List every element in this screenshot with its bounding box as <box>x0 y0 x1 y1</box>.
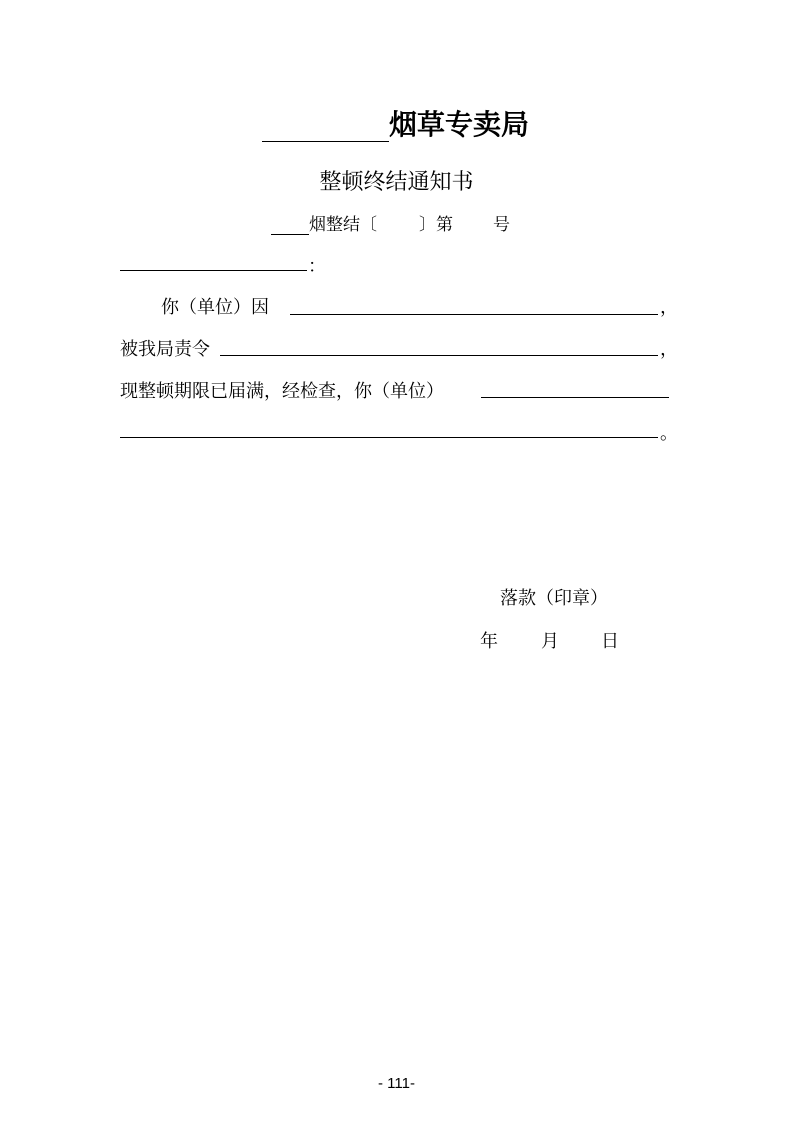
agency-name-suffix: 烟草专卖局 <box>389 108 530 141</box>
inspection-end-punct: 。 <box>660 423 678 444</box>
ordered-end-punct: ， <box>660 339 678 360</box>
inspection-label: 现整顿期限已届满，经检查，你（单位） <box>120 381 444 402</box>
seal-label: 落款（印章） <box>500 588 608 609</box>
ordered-label: 被我局责令 <box>120 339 210 360</box>
agency-heading <box>262 108 529 144</box>
document-number <box>271 210 510 235</box>
addressee-blank[interactable] <box>120 270 307 271</box>
agency-name-blank[interactable] <box>262 111 389 142</box>
addressee-colon: ： <box>308 256 326 277</box>
date-year-label: 年 <box>480 631 498 652</box>
doc-number-middle: 〕第 <box>419 215 453 235</box>
date-day-label: 日 <box>601 631 619 652</box>
inspection-blank-1[interactable] <box>481 397 669 398</box>
document-title: 整顿终结通知书 <box>319 170 474 195</box>
doc-number-prefix-blank[interactable] <box>271 214 309 235</box>
doc-number-prefix: 烟整结〔 <box>309 215 377 235</box>
reason-end-punct: ， <box>660 297 678 318</box>
inspection-blank-2[interactable] <box>120 437 658 438</box>
date-month-label: 月 <box>541 631 559 652</box>
reason-label: 你（单位）因 <box>161 297 269 318</box>
ordered-blank[interactable] <box>220 355 658 356</box>
doc-number-suffix: 号 <box>493 215 510 235</box>
reason-blank[interactable] <box>290 314 658 315</box>
page-number: - 111- <box>378 1075 415 1092</box>
